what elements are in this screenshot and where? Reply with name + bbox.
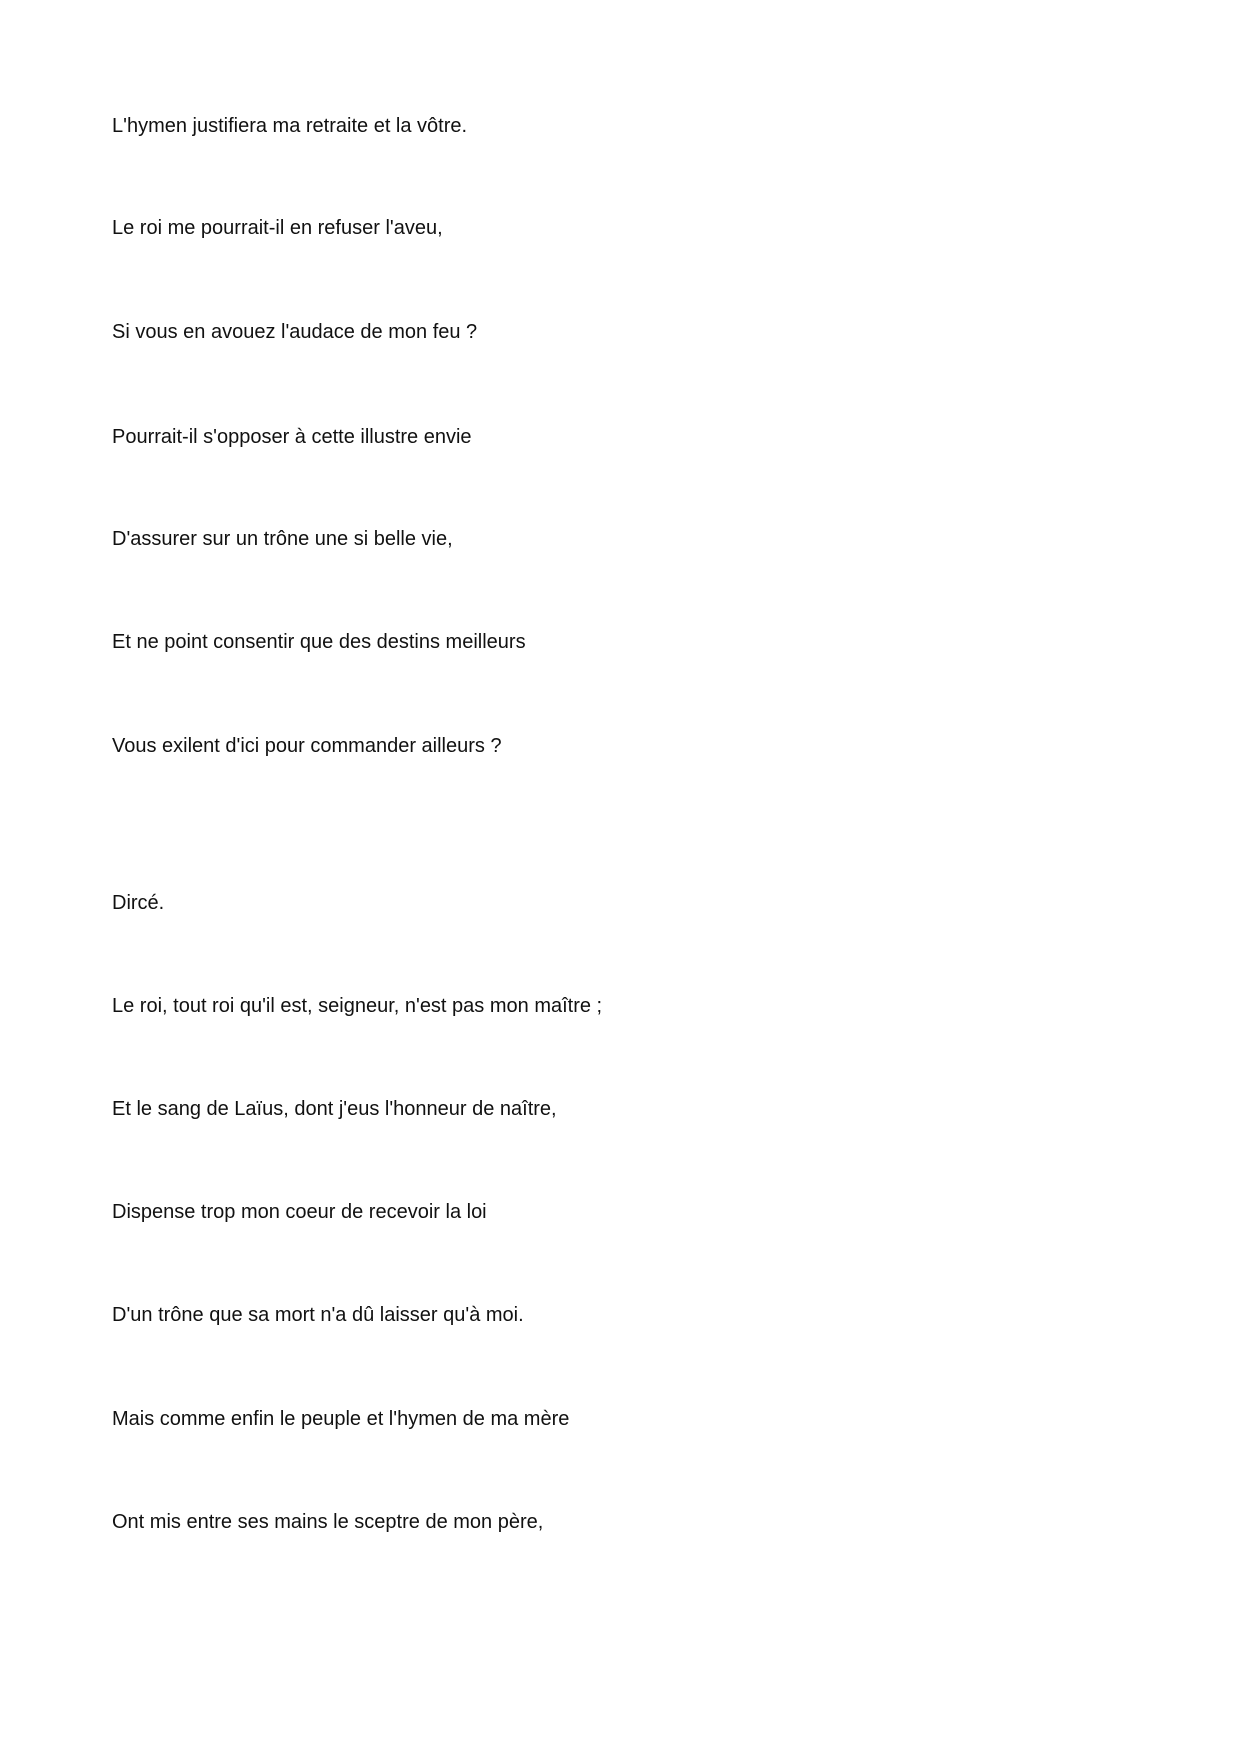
text-line: L'hymen justifiera ma retraite et la vôtre.: [112, 115, 468, 137]
text-line: D'assurer sur un trône une si belle vie,: [112, 528, 453, 550]
text-line: Et le sang de Laïus, dont j'eus l'honneur de naître,: [112, 1098, 557, 1120]
text-line: Mais comme enfin le peuple et l'hymen de ma mère: [112, 1408, 570, 1430]
text-line: D'un trône que sa mort n'a dû laisser qu'à moi.: [112, 1304, 524, 1326]
text-line: Le roi, tout roi qu'il est, seigneur, n'est pas mon maître ;: [112, 995, 603, 1017]
text-line: Le roi me pourrait-il en refuser l'aveu,: [112, 217, 443, 239]
text-line: Vous exilent d'ici pour commander ailleurs ?: [112, 735, 502, 757]
text-line: Dispense trop mon coeur de recevoir la loi: [112, 1201, 487, 1223]
text-line: Et ne point consentir que des destins meilleurs: [112, 631, 526, 653]
text-line: Si vous en avouez l'audace de mon feu ?: [112, 321, 478, 343]
speaker-name: Dircé.: [112, 892, 165, 914]
text-line: Pourrait-il s'opposer à cette illustre envie: [112, 426, 472, 448]
text-line: Ont mis entre ses mains le sceptre de mon père,: [112, 1511, 544, 1533]
